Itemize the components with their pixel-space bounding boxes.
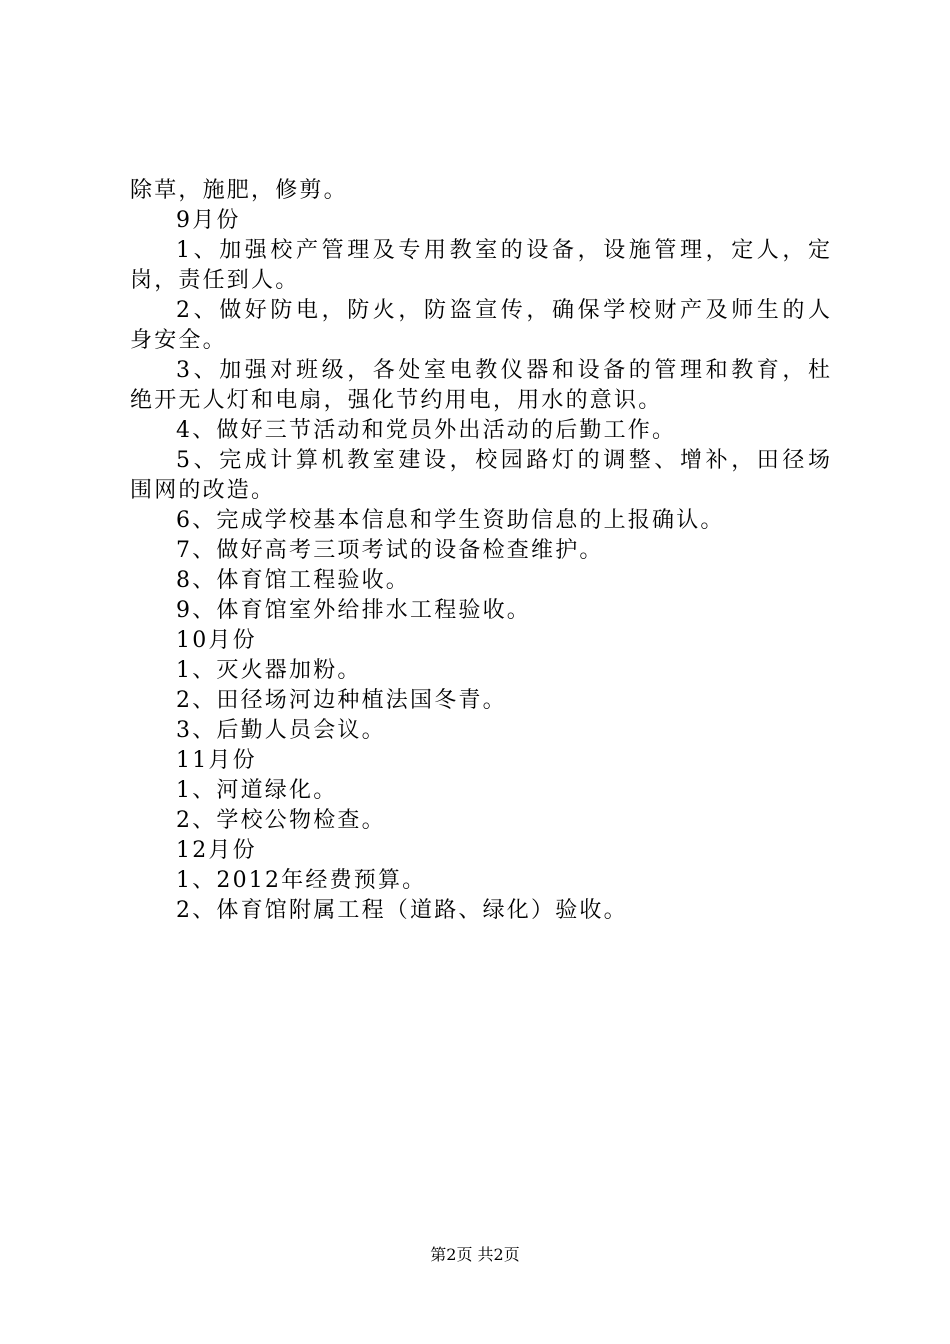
text-line: 7、做好高考三项考试的设备检查维护。 [176,538,604,563]
text-line: 5、完成计算机教室建设，校园路灯的调整、增补，田径场 [176,448,830,473]
text-line: 身安全。 [130,328,227,353]
document-body [130,176,830,926]
text-line: 10月份 [176,628,257,653]
text-line: 11月份 [176,748,257,773]
text-line: 9月份 [176,208,241,233]
text-line: 围网的改造。 [130,478,276,503]
text-line: 1、灭火器加粉。 [176,658,362,683]
text-line: 2、田径场河边种植法国冬青。 [176,688,507,713]
text-line: 12月份 [176,838,257,863]
text-line: 3、后勤人员会议。 [176,718,386,743]
text-line: 除草，施肥，修剪。 [130,178,348,203]
text-line: 6、完成学校基本信息和学生资助信息的上报确认。 [176,508,725,533]
text-line: 1、河道绿化。 [176,778,338,803]
text-line: 8、体育馆工程验收。 [176,568,410,593]
page-number-label: 第2页 共2页 [430,1245,520,1264]
text-line: 绝开无人灯和电扇，强化节约用电，用水的意识。 [130,388,663,413]
text-line: 岗，责任到人。 [130,268,300,293]
text-line: 2、体育馆附属工程（道路、绿化）验收。 [176,898,628,923]
text-line: 2、学校公物检查。 [176,808,386,833]
text-line: 1、加强校产管理及专用教室的设备，设施管理，定人，定 [176,238,830,263]
text-line: 2、做好防电，防火，防盗宣传，确保学校财产及师生的人 [176,298,830,323]
page-footer [0,1244,950,1266]
text-line: 4、做好三节活动和党员外出活动的后勤工作。 [176,418,677,443]
text-line: 1、2012年经费预算。 [176,868,427,893]
text-line: 3、加强对班级，各处室电教仪器和设备的管理和教育，杜 [176,358,830,383]
text-line: 9、体育馆室外给排水工程验收。 [176,598,531,623]
